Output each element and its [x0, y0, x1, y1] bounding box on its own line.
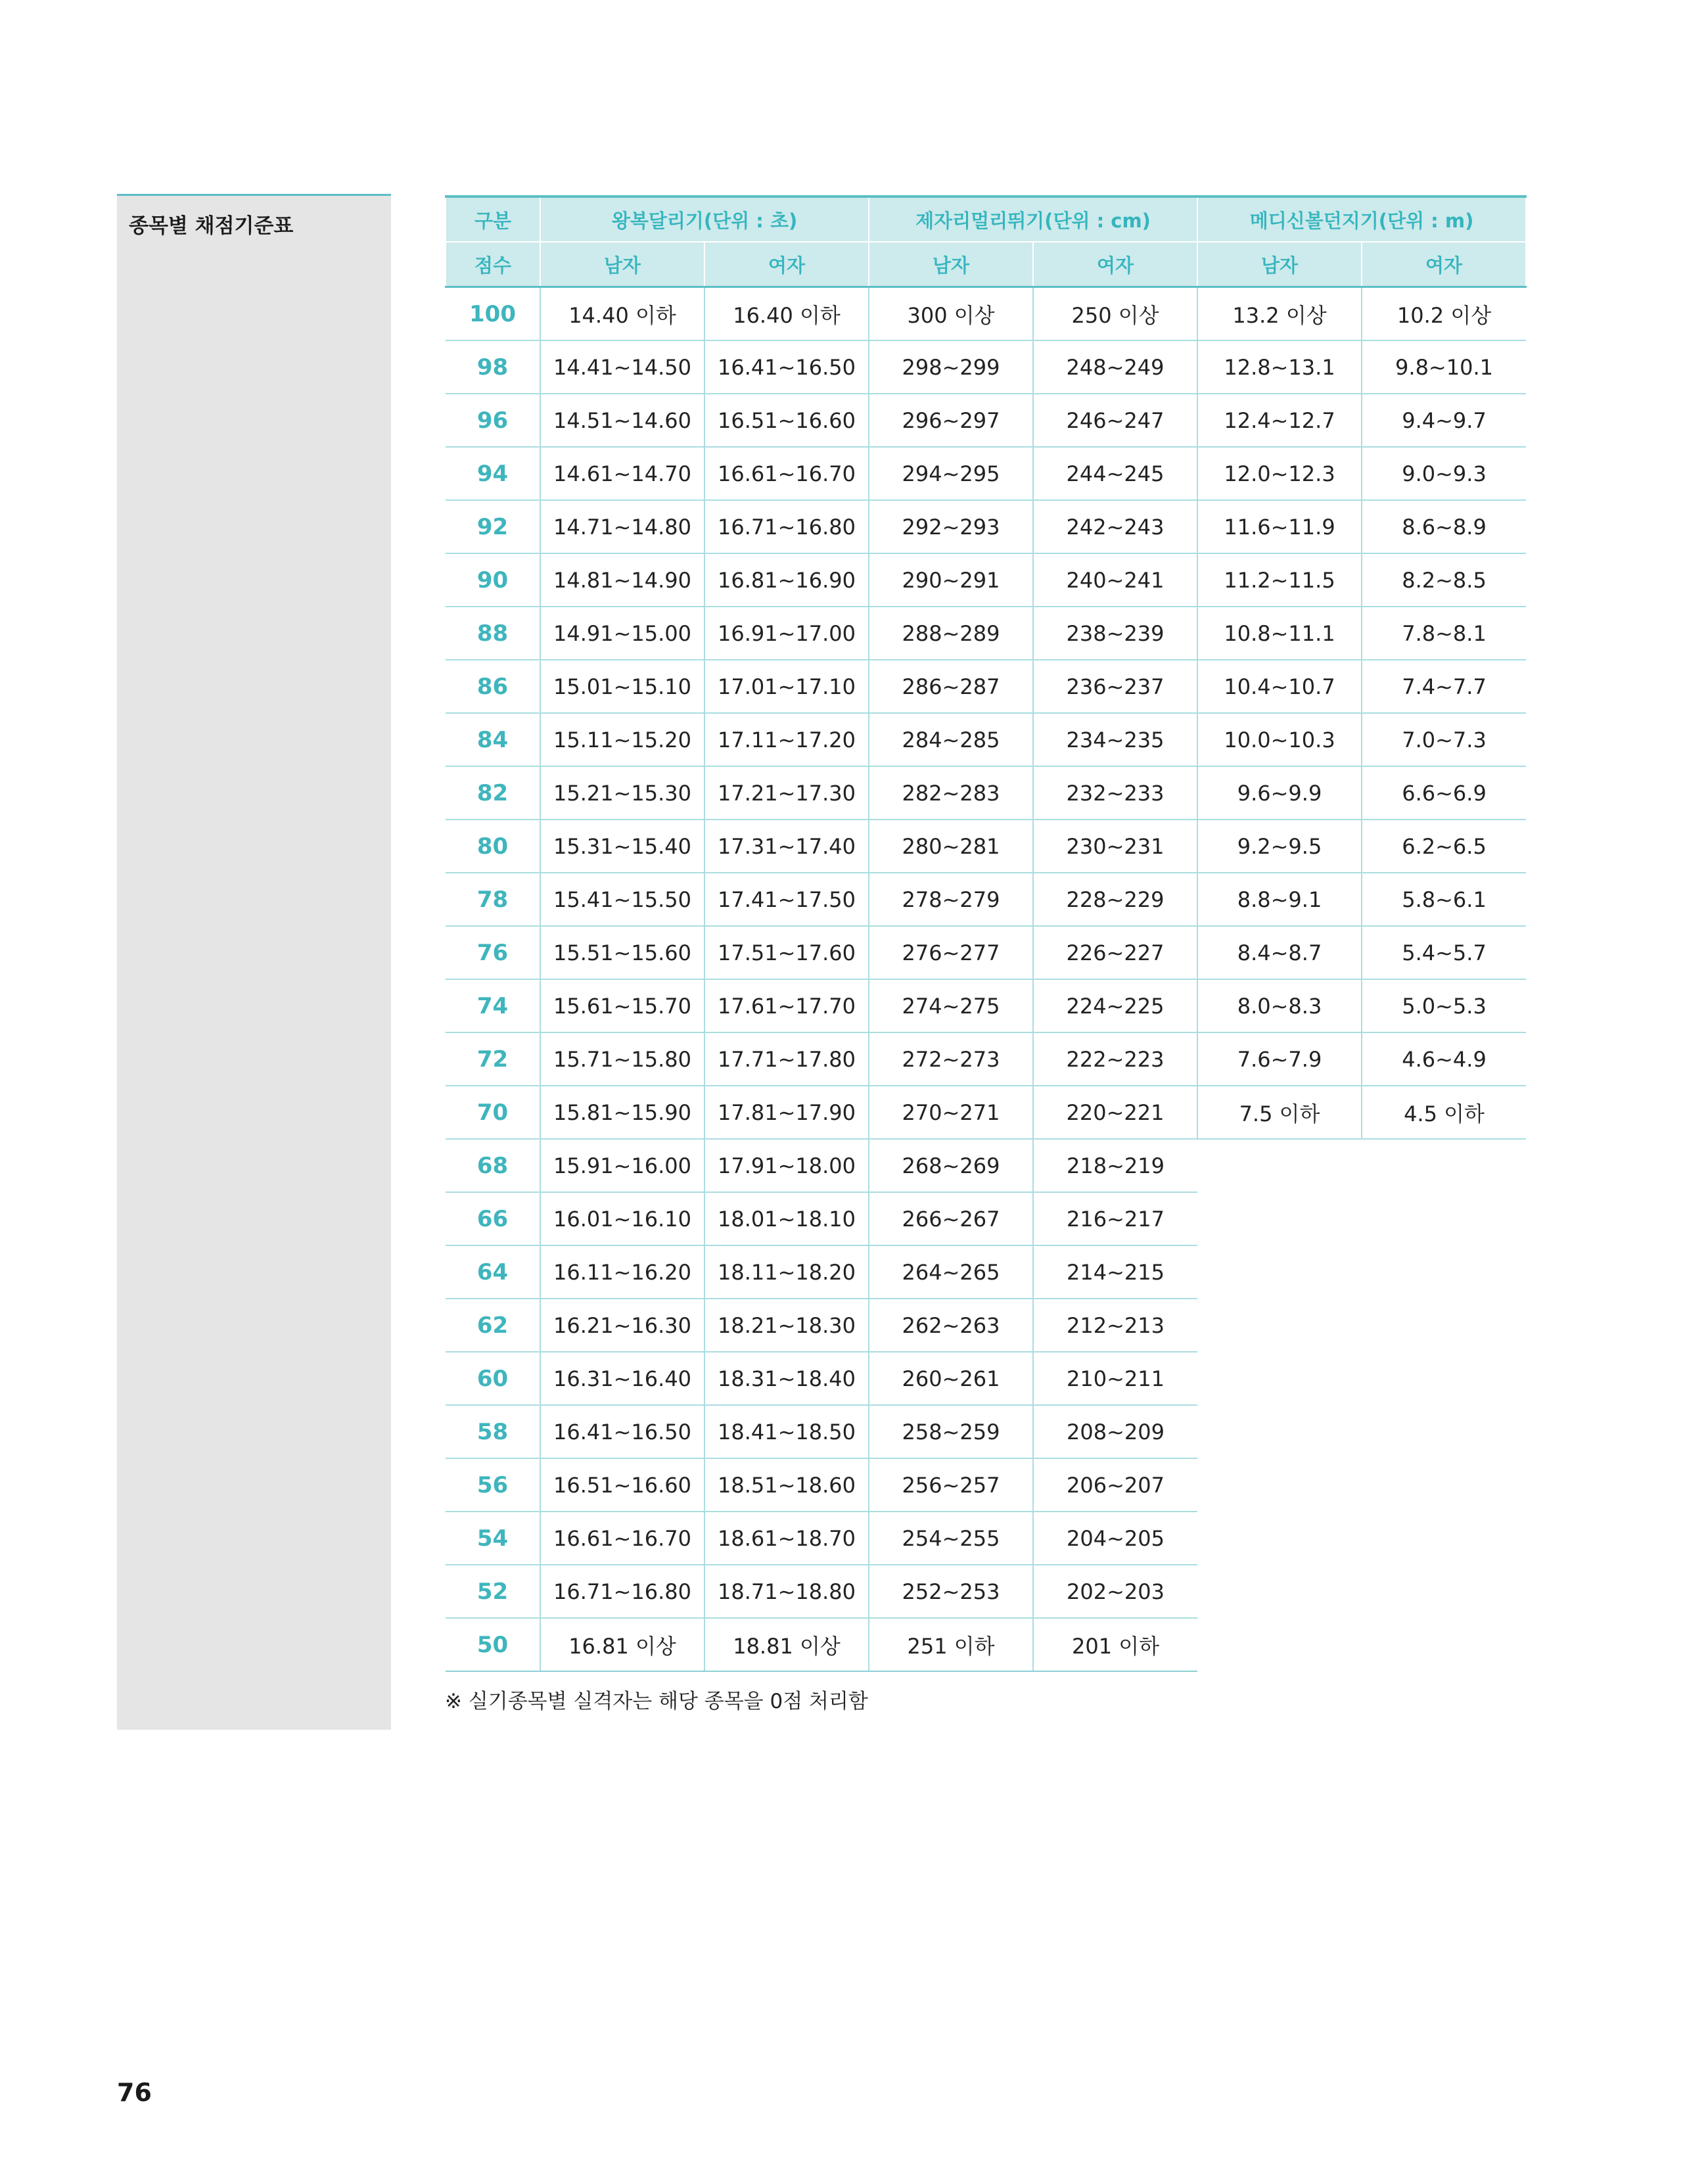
data-cell: 262∼263 — [869, 1299, 1033, 1352]
data-cell: 9.8∼10.1 — [1362, 340, 1526, 394]
data-cell: 12.0∼12.3 — [1197, 447, 1362, 500]
score-cell: 62 — [446, 1299, 540, 1352]
empty-cell — [1362, 1458, 1526, 1512]
data-cell: 16.51∼16.60 — [704, 394, 869, 447]
data-cell: 298∼299 — [869, 340, 1033, 394]
header-score: 점수 — [446, 242, 540, 287]
data-cell: 8.0∼8.3 — [1197, 979, 1362, 1032]
score-cell: 58 — [446, 1405, 540, 1458]
score-cell: 100 — [446, 287, 540, 341]
header-gender: 남자 — [869, 242, 1033, 287]
data-cell: 15.31∼15.40 — [540, 820, 704, 873]
data-cell: 16.40 이하 — [704, 287, 869, 341]
data-cell: 8.2∼8.5 — [1362, 553, 1526, 607]
data-cell: 264∼265 — [869, 1245, 1033, 1299]
data-cell: 246∼247 — [1033, 394, 1197, 447]
data-cell: 16.01∼16.10 — [540, 1192, 704, 1245]
header-gender: 남자 — [1197, 242, 1362, 287]
data-cell: 16.41∼16.50 — [704, 340, 869, 394]
table-row — [446, 1512, 1526, 1565]
data-cell: 228∼229 — [1033, 873, 1197, 926]
data-cell: 8.6∼8.9 — [1362, 500, 1526, 553]
data-cell: 7.0∼7.3 — [1362, 713, 1526, 766]
data-cell: 17.71∼17.80 — [704, 1032, 869, 1086]
data-cell: 18.51∼18.60 — [704, 1458, 869, 1512]
table-row — [446, 820, 1526, 873]
empty-cell — [1197, 1245, 1362, 1299]
table-row — [446, 607, 1526, 660]
data-cell: 9.6∼9.9 — [1197, 766, 1362, 820]
page-number: 76 — [117, 2078, 152, 2107]
table-row — [446, 553, 1526, 607]
score-cell: 84 — [446, 713, 540, 766]
data-cell: 17.41∼17.50 — [704, 873, 869, 926]
data-cell: 16.81 이상 — [540, 1618, 704, 1671]
data-cell: 12.4∼12.7 — [1197, 394, 1362, 447]
data-cell: 220∼221 — [1033, 1086, 1197, 1139]
score-cell: 70 — [446, 1086, 540, 1139]
score-cell: 64 — [446, 1245, 540, 1299]
data-cell: 236∼237 — [1033, 660, 1197, 713]
data-cell: 15.61∼15.70 — [540, 979, 704, 1032]
data-cell: 234∼235 — [1033, 713, 1197, 766]
score-cell: 52 — [446, 1565, 540, 1618]
data-cell: 15.91∼16.00 — [540, 1139, 704, 1192]
table-header-row-1 — [446, 197, 1526, 242]
table-row — [446, 660, 1526, 713]
header-gender: 남자 — [540, 242, 704, 287]
data-cell: 9.0∼9.3 — [1362, 447, 1526, 500]
table-row — [446, 1352, 1526, 1405]
score-cell: 92 — [446, 500, 540, 553]
header-gender: 여자 — [704, 242, 869, 287]
data-cell: 7.8∼8.1 — [1362, 607, 1526, 660]
data-cell: 10.0∼10.3 — [1197, 713, 1362, 766]
empty-cell — [1197, 1405, 1362, 1458]
data-cell: 9.2∼9.5 — [1197, 820, 1362, 873]
data-cell: 15.71∼15.80 — [540, 1032, 704, 1086]
data-cell: 17.01∼17.10 — [704, 660, 869, 713]
score-cell: 50 — [446, 1618, 540, 1671]
score-cell: 54 — [446, 1512, 540, 1565]
data-cell: 296∼297 — [869, 394, 1033, 447]
table-body — [446, 287, 1526, 1672]
data-cell: 5.4∼5.7 — [1362, 926, 1526, 979]
data-cell: 14.91∼15.00 — [540, 607, 704, 660]
data-cell: 4.6∼4.9 — [1362, 1032, 1526, 1086]
data-cell: 18.21∼18.30 — [704, 1299, 869, 1352]
data-cell: 15.81∼15.90 — [540, 1086, 704, 1139]
header-medicine-ball-throw: 메디신볼던지기(단위 : m) — [1197, 197, 1526, 242]
data-cell: 250 이상 — [1033, 287, 1197, 341]
data-cell: 11.6∼11.9 — [1197, 500, 1362, 553]
table-row — [446, 1245, 1526, 1299]
data-cell: 238∼239 — [1033, 607, 1197, 660]
data-cell: 7.4∼7.7 — [1362, 660, 1526, 713]
data-cell: 6.2∼6.5 — [1362, 820, 1526, 873]
score-cell: 76 — [446, 926, 540, 979]
table-row — [446, 1565, 1526, 1618]
empty-cell — [1362, 1405, 1526, 1458]
data-cell: 8.4∼8.7 — [1197, 926, 1362, 979]
empty-cell — [1197, 1192, 1362, 1245]
data-cell: 240∼241 — [1033, 553, 1197, 607]
empty-cell — [1197, 1299, 1362, 1352]
data-cell: 251 이하 — [869, 1618, 1033, 1671]
data-cell: 254∼255 — [869, 1512, 1033, 1565]
table-row — [446, 394, 1526, 447]
data-cell: 18.41∼18.50 — [704, 1405, 869, 1458]
score-cell: 56 — [446, 1458, 540, 1512]
data-cell: 17.31∼17.40 — [704, 820, 869, 873]
data-cell: 16.61∼16.70 — [704, 447, 869, 500]
table-row — [446, 873, 1526, 926]
data-cell: 242∼243 — [1033, 500, 1197, 553]
data-cell: 16.41∼16.50 — [540, 1405, 704, 1458]
data-cell: 10.4∼10.7 — [1197, 660, 1362, 713]
data-cell: 15.11∼15.20 — [540, 713, 704, 766]
empty-cell — [1362, 1245, 1526, 1299]
data-cell: 13.2 이상 — [1197, 287, 1362, 341]
empty-cell — [1197, 1565, 1362, 1618]
data-cell: 10.8∼11.1 — [1197, 607, 1362, 660]
score-cell: 94 — [446, 447, 540, 500]
data-cell: 216∼217 — [1033, 1192, 1197, 1245]
empty-cell — [1362, 1512, 1526, 1565]
score-cell: 78 — [446, 873, 540, 926]
empty-cell — [1362, 1618, 1526, 1671]
data-cell: 258∼259 — [869, 1405, 1033, 1458]
data-cell: 256∼257 — [869, 1458, 1033, 1512]
data-cell: 16.31∼16.40 — [540, 1352, 704, 1405]
score-cell: 88 — [446, 607, 540, 660]
data-cell: 266∼267 — [869, 1192, 1033, 1245]
header-gender: 여자 — [1033, 242, 1197, 287]
table-row — [446, 1618, 1526, 1671]
data-cell: 18.31∼18.40 — [704, 1352, 869, 1405]
data-cell: 14.71∼14.80 — [540, 500, 704, 553]
table-row — [446, 500, 1526, 553]
score-cell: 86 — [446, 660, 540, 713]
table-row — [446, 926, 1526, 979]
header-category: 구분 — [446, 197, 540, 242]
data-cell: 300 이상 — [869, 287, 1033, 341]
data-cell: 278∼279 — [869, 873, 1033, 926]
header-gender: 여자 — [1362, 242, 1526, 287]
data-cell: 202∼203 — [1033, 1565, 1197, 1618]
data-cell: 14.41∼14.50 — [540, 340, 704, 394]
data-cell: 15.01∼15.10 — [540, 660, 704, 713]
data-cell: 218∼219 — [1033, 1139, 1197, 1192]
footnote: ※ 실기종목별 실격자는 해당 종목을 0점 처리함 — [445, 1690, 868, 1713]
data-cell: 17.91∼18.00 — [704, 1139, 869, 1192]
data-cell: 276∼277 — [869, 926, 1033, 979]
score-cell: 60 — [446, 1352, 540, 1405]
data-cell: 260∼261 — [869, 1352, 1033, 1405]
data-cell: 12.8∼13.1 — [1197, 340, 1362, 394]
empty-cell — [1362, 1192, 1526, 1245]
data-cell: 252∼253 — [869, 1565, 1033, 1618]
data-cell: 222∼223 — [1033, 1032, 1197, 1086]
data-cell: 16.51∼16.60 — [540, 1458, 704, 1512]
data-cell: 18.01∼18.10 — [704, 1192, 869, 1245]
data-cell: 14.81∼14.90 — [540, 553, 704, 607]
score-cell: 74 — [446, 979, 540, 1032]
data-cell: 226∼227 — [1033, 926, 1197, 979]
data-cell: 11.2∼11.5 — [1197, 553, 1362, 607]
data-cell: 292∼293 — [869, 500, 1033, 553]
data-cell: 16.91∼17.00 — [704, 607, 869, 660]
data-cell: 17.51∼17.60 — [704, 926, 869, 979]
data-cell: 18.11∼18.20 — [704, 1245, 869, 1299]
score-cell: 66 — [446, 1192, 540, 1245]
table-row — [446, 1405, 1526, 1458]
data-cell: 8.8∼9.1 — [1197, 873, 1362, 926]
table-row — [446, 340, 1526, 394]
data-cell: 294∼295 — [869, 447, 1033, 500]
data-cell: 270∼271 — [869, 1086, 1033, 1139]
score-cell: 90 — [446, 553, 540, 607]
data-cell: 6.6∼6.9 — [1362, 766, 1526, 820]
data-cell: 272∼273 — [869, 1032, 1033, 1086]
data-cell: 15.21∼15.30 — [540, 766, 704, 820]
data-cell: 286∼287 — [869, 660, 1033, 713]
data-cell: 16.61∼16.70 — [540, 1512, 704, 1565]
sidebar-title: 종목별 채점기준표 — [129, 214, 294, 238]
score-cell: 72 — [446, 1032, 540, 1086]
data-cell: 214∼215 — [1033, 1245, 1197, 1299]
data-cell: 206∼207 — [1033, 1458, 1197, 1512]
data-cell: 17.81∼17.90 — [704, 1086, 869, 1139]
data-cell: 268∼269 — [869, 1139, 1033, 1192]
data-cell: 16.71∼16.80 — [704, 500, 869, 553]
score-cell: 68 — [446, 1139, 540, 1192]
data-cell: 288∼289 — [869, 607, 1033, 660]
data-cell: 16.81∼16.90 — [704, 553, 869, 607]
data-cell: 7.6∼7.9 — [1197, 1032, 1362, 1086]
table-row — [446, 1192, 1526, 1245]
data-cell: 17.21∼17.30 — [704, 766, 869, 820]
data-cell: 5.0∼5.3 — [1362, 979, 1526, 1032]
empty-cell — [1197, 1512, 1362, 1565]
data-cell: 201 이하 — [1033, 1618, 1197, 1671]
data-cell: 16.71∼16.80 — [540, 1565, 704, 1618]
data-cell: 224∼225 — [1033, 979, 1197, 1032]
empty-cell — [1362, 1565, 1526, 1618]
sidebar — [117, 194, 391, 1730]
data-cell: 18.61∼18.70 — [704, 1512, 869, 1565]
data-cell: 212∼213 — [1033, 1299, 1197, 1352]
empty-cell — [1362, 1299, 1526, 1352]
data-cell: 208∼209 — [1033, 1405, 1197, 1458]
data-cell: 290∼291 — [869, 553, 1033, 607]
data-cell: 14.40 이하 — [540, 287, 704, 341]
data-cell: 14.51∼14.60 — [540, 394, 704, 447]
data-cell: 17.11∼17.20 — [704, 713, 869, 766]
score-cell: 82 — [446, 766, 540, 820]
table-row — [446, 766, 1526, 820]
empty-cell — [1362, 1139, 1526, 1192]
data-cell: 10.2 이상 — [1362, 287, 1526, 341]
table-row — [446, 1299, 1526, 1352]
data-cell: 18.71∼18.80 — [704, 1565, 869, 1618]
table-row — [446, 1086, 1526, 1139]
data-cell: 18.81 이상 — [704, 1618, 869, 1671]
data-cell: 4.5 이하 — [1362, 1086, 1526, 1139]
data-cell: 15.51∼15.60 — [540, 926, 704, 979]
data-cell: 9.4∼9.7 — [1362, 394, 1526, 447]
data-cell: 274∼275 — [869, 979, 1033, 1032]
data-cell: 16.21∼16.30 — [540, 1299, 704, 1352]
data-cell: 16.11∼16.20 — [540, 1245, 704, 1299]
data-cell: 14.61∼14.70 — [540, 447, 704, 500]
header-standing-long-jump: 제자리멀리뛰기(단위 : cm) — [869, 197, 1197, 242]
empty-cell — [1197, 1458, 1362, 1512]
scoring-table — [445, 195, 1527, 1672]
data-cell: 282∼283 — [869, 766, 1033, 820]
score-cell: 98 — [446, 340, 540, 394]
data-cell: 17.61∼17.70 — [704, 979, 869, 1032]
data-cell: 7.5 이하 — [1197, 1086, 1362, 1139]
empty-cell — [1362, 1352, 1526, 1405]
empty-cell — [1197, 1352, 1362, 1405]
empty-cell — [1197, 1139, 1362, 1192]
score-cell: 80 — [446, 820, 540, 873]
data-cell: 5.8∼6.1 — [1362, 873, 1526, 926]
table-row — [446, 713, 1526, 766]
data-cell: 204∼205 — [1033, 1512, 1197, 1565]
data-cell: 15.41∼15.50 — [540, 873, 704, 926]
data-cell: 230∼231 — [1033, 820, 1197, 873]
data-cell: 284∼285 — [869, 713, 1033, 766]
header-shuttle-run: 왕복달리기(단위 : 초) — [540, 197, 869, 242]
data-cell: 280∼281 — [869, 820, 1033, 873]
data-cell: 248∼249 — [1033, 340, 1197, 394]
table-row — [446, 287, 1526, 341]
table-row — [446, 1032, 1526, 1086]
score-cell: 96 — [446, 394, 540, 447]
empty-cell — [1197, 1618, 1362, 1671]
data-cell: 232∼233 — [1033, 766, 1197, 820]
table-row — [446, 979, 1526, 1032]
table-header-row-2 — [446, 242, 1526, 287]
data-cell: 210∼211 — [1033, 1352, 1197, 1405]
table-row — [446, 1139, 1526, 1192]
data-cell: 244∼245 — [1033, 447, 1197, 500]
table-row — [446, 447, 1526, 500]
table-row — [446, 1458, 1526, 1512]
